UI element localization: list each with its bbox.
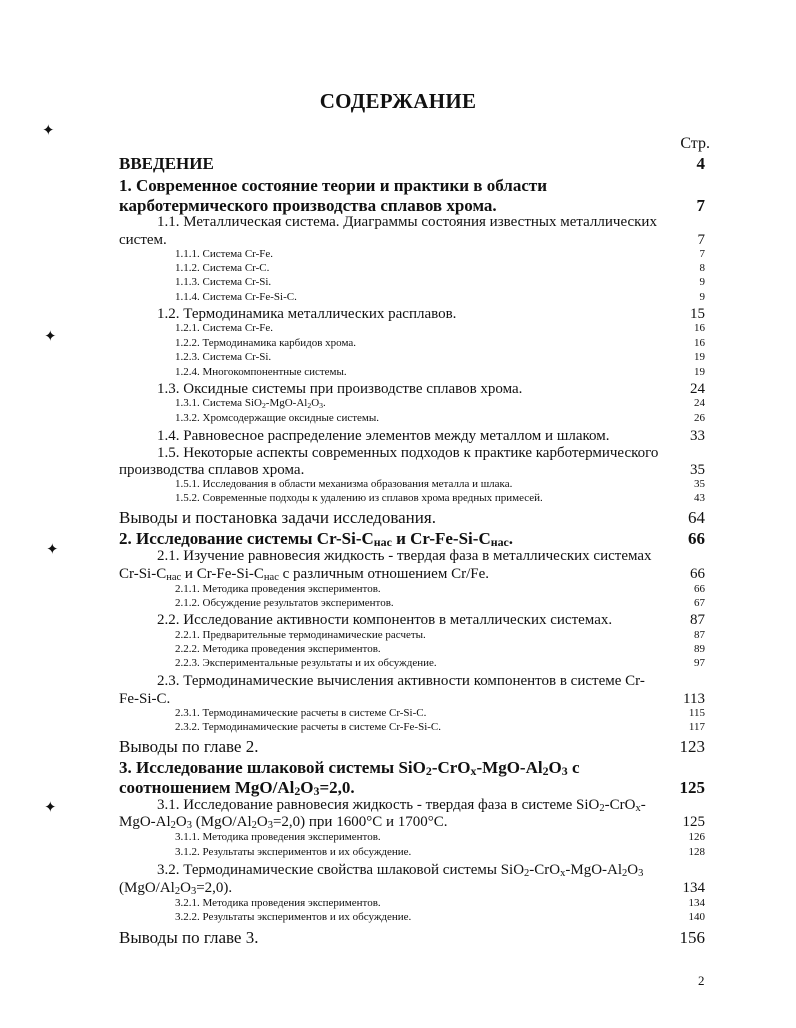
- toc-entry-title: 3. Исследование шлаковой системы $SiO_2-CrO_x-MgO-Al_2O_3$ с: [119, 758, 580, 778]
- toc-entry-page: 16: [694, 322, 705, 334]
- page-column-header: Стр.: [680, 135, 710, 152]
- page-number: 2: [698, 973, 705, 988]
- toc-entry-page: 64: [688, 508, 705, 527]
- toc-entry-title: 2.3.1. Термодинамические расчеты в системе Cr-Si-C.: [175, 707, 427, 719]
- toc-entry-title: ВВЕДЕНИЕ: [119, 154, 214, 173]
- toc-entry-title: 1.1.3. Система Cr-Si.: [175, 276, 272, 288]
- toc-entry-page: 4: [696, 154, 705, 173]
- toc-entry-title: 1.5.2. Современные подходы к удалению из сплавов хрома вредных примесей.: [175, 492, 543, 504]
- toc-entry-title: 1.5.1. Исследования в области механизма образования металла и шлака.: [175, 478, 513, 490]
- toc-entry-title: 1.2.2. Термодинамика карбидов хрома.: [175, 337, 356, 349]
- toc-entry-page: 87: [690, 612, 705, 628]
- toc-entry-page: 125: [679, 778, 705, 797]
- toc-entry-page: 35: [690, 462, 705, 478]
- ink-blot-mark: ✦: [44, 329, 57, 345]
- toc-entry-title: $(MgO/Al_2O_3=2,0)$.: [119, 880, 233, 897]
- toc-entry-page: 66: [694, 583, 705, 595]
- ink-blot-mark: ✦: [44, 800, 57, 816]
- toc-entry-page: 24: [690, 381, 705, 397]
- toc-entry-page: 125: [682, 814, 705, 830]
- toc-entry-title: систем.: [119, 232, 167, 248]
- page-title: СОДЕРЖАНИЕ: [319, 89, 477, 113]
- toc-entry-page: 15: [690, 306, 705, 322]
- toc-entry-title: 3.2. Термодинамические свойства шлаковой системы $SiO_2-CrO_x-MgO-Al_2O_3$: [157, 862, 644, 879]
- toc-entry-page: 123: [679, 737, 705, 756]
- toc-entry-title: 1.1.4. Система Cr-Fe-Si-C.: [175, 291, 297, 303]
- toc-entry-title: соотношением MgO/$Al_2O_3=2,0$.: [119, 778, 355, 798]
- toc-entry-title: 1.1.1. Система Cr-Fe.: [175, 248, 274, 260]
- toc-entry-page: 9: [699, 276, 705, 288]
- toc-entry-page: 7: [697, 232, 705, 248]
- toc-entry-title: 2.1. Изучение равновесия жидкость - твердая фаза в металлических системах: [157, 548, 652, 564]
- toc-entry-title: 1.3. Оксидные системы при производстве сплавов хрома.: [157, 381, 523, 397]
- toc-entry-title: 3.1.1. Методика проведения экспериментов.: [175, 831, 381, 843]
- toc-entry-title: 1.2.1. Система Cr-Fe.: [175, 322, 274, 334]
- toc-entry-title: производства сплавов хрома.: [119, 462, 305, 478]
- toc-entry-page: 19: [694, 351, 705, 363]
- toc-entry-title: 1.1.2. Система Cr-C.: [175, 262, 270, 274]
- toc-entry-title: 2.1.2. Обсуждение результатов экспериментов.: [175, 597, 394, 609]
- toc-entry-title: 1.5. Некоторые аспекты современных подходов к практике карботермического: [157, 445, 659, 461]
- toc-entry-title: 2.2.1. Предварительные термодинамические расчеты.: [175, 629, 426, 641]
- toc-entry-page: 19: [694, 366, 705, 378]
- toc-entry-page: 16: [694, 337, 705, 349]
- toc-entry-title: Выводы по главе 2.: [119, 737, 259, 756]
- toc-entry-page: 8: [699, 262, 705, 274]
- ink-blot-mark: ✦: [46, 542, 59, 558]
- toc-entry-title: $Cr-Si-C_{нас}$ и $Cr-Fe-Si-C_{нас}$ с различным отношением Cr/Fe.: [119, 566, 489, 583]
- toc-entry-page: 113: [683, 691, 705, 707]
- toc-entry-page: 9: [699, 291, 705, 303]
- toc-entry-title: 2.2.3. Экспериментальные результаты и их обсуждение.: [175, 657, 437, 669]
- toc-entry-page: 87: [694, 629, 705, 641]
- toc-entry-page: 134: [682, 880, 705, 896]
- toc-entry-page: 35: [694, 478, 705, 490]
- toc-entry-page: 26: [694, 412, 705, 424]
- toc-entry-page: 43: [694, 492, 705, 504]
- toc-entry-page: 24: [694, 397, 705, 409]
- toc-entry-page: 67: [694, 597, 705, 609]
- toc-entry-title: 2.2.2. Методика проведения экспериментов.: [175, 643, 381, 655]
- toc-entry-page: 134: [688, 897, 705, 909]
- toc-entry-page: 126: [688, 831, 705, 843]
- toc-entry-page: 128: [688, 846, 705, 858]
- toc-entry-page: 66: [688, 529, 705, 548]
- toc-entry-title: Fe-Si-C.: [119, 691, 171, 707]
- toc-entry-page: 7: [699, 248, 705, 260]
- ink-blot-mark: ✦: [42, 123, 55, 139]
- toc-entry-title: MgO-$Al_2O_3$ $(MgO/Al_2O_3=2,0)$ при 1600°C и 1700°C.: [119, 814, 448, 831]
- toc-entry-title: 2. Исследование системы $Cr-Si-C_{нас}$ и $Cr-Fe-Si-C_{нас}$.: [119, 529, 514, 549]
- toc-entry-title: 1.3.2. Хромсодержащие оксидные системы.: [175, 412, 379, 424]
- toc-entry-title: 1.2.3. Система Cr-Si.: [175, 351, 272, 363]
- toc-entry-page: 33: [690, 428, 705, 444]
- toc-entry-title: Выводы по главе 3.: [119, 928, 259, 947]
- toc-entry-title: 1. Современное состояние теории и практики в области: [119, 176, 548, 195]
- toc-entry-title: 1.1. Металлическая система. Диаграммы состояния известных металлических: [157, 214, 657, 230]
- toc-entry-page: 89: [694, 643, 705, 655]
- toc-entry-title: 2.3. Термодинамические вычисления активности компонентов в системе Cr-: [157, 673, 645, 689]
- toc-entry-title: 3.2.2. Результаты экспериментов и их обсуждение.: [175, 911, 412, 923]
- toc-entry-title: Выводы и постановка задачи исследования.: [119, 508, 436, 527]
- toc-entry-page: 66: [690, 566, 705, 582]
- toc-entry-page: 7: [696, 196, 705, 215]
- toc-entry-page: 140: [688, 911, 705, 923]
- toc-entry-title: карботермического производства сплавов хрома.: [119, 196, 497, 215]
- toc-entry-title: 1.4. Равновесное распределение элементов между металлом и шлаком.: [157, 428, 610, 444]
- toc-entry-page: 117: [688, 721, 705, 733]
- toc-entry-title: 3.1. Исследование равновесия жидкость - твердая фаза в системе SiO$_2$-CrO$_x$-: [157, 797, 646, 814]
- toc-entry-title: 1.2.4. Многокомпонентные системы.: [175, 366, 347, 378]
- toc-entry-page: 97: [694, 657, 705, 669]
- toc-entry-title: 1.3.1. Система $SiO_2-MgO-Al_2O_3$.: [175, 397, 326, 410]
- toc-entry-title: 2.2. Исследование активности компонентов в металлических системах.: [157, 612, 613, 628]
- toc-entry-title: 3.1.2. Результаты экспериментов и их обсуждение.: [175, 846, 412, 858]
- toc-entry-title: 1.2. Термодинамика металлических расплавов.: [157, 306, 457, 322]
- toc-entry-title: 2.3.2. Термодинамические расчеты в системе Cr-Fe-Si-C.: [175, 721, 442, 733]
- toc-entry-title: 2.1.1. Методика проведения экспериментов.: [175, 583, 381, 595]
- toc-entry-page: 115: [688, 707, 705, 719]
- toc-entry-title: 3.2.1. Методика проведения экспериментов.: [175, 897, 381, 909]
- toc-entry-page: 156: [679, 928, 705, 947]
